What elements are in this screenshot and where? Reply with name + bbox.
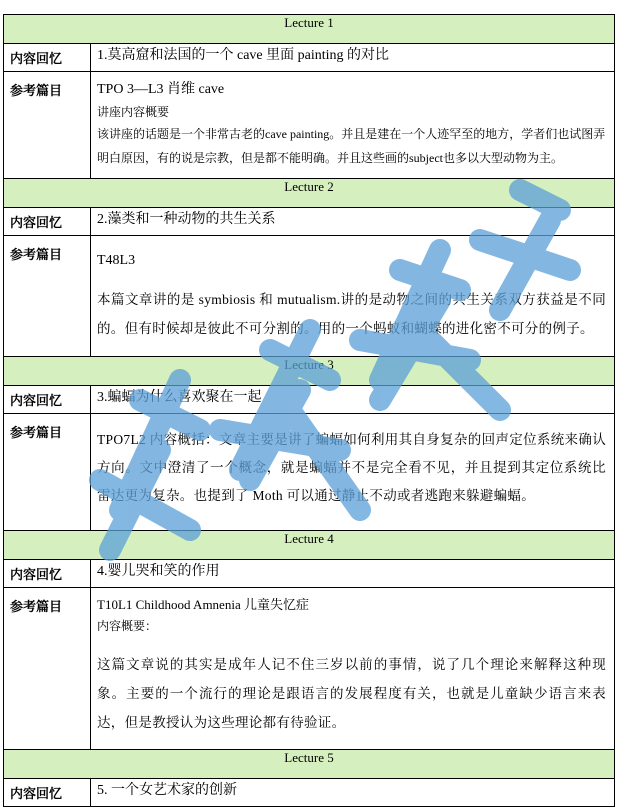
reference-title: TPO 3—L3 肖维 cave — [97, 82, 225, 97]
reference-cell — [91, 72, 615, 179]
reference-cell — [91, 414, 615, 531]
reference-title: T10L1 Childhood Amnenia 儿童失忆症 — [97, 597, 309, 612]
recall-value: 5. 一个女艺术家的创新 — [91, 779, 615, 807]
reference-body: 这篇文章说的其实是成年人记不住三岁以前的事情，说了几个理论来解释这种现象。主要的一个流行的理论是跟语言的发展程度有关，也就是儿童缺少语言来表达，但是教授认为这些理论都有待验证。 — [97, 657, 606, 730]
lecture-table — [3, 14, 615, 807]
recall-value: 2.藻类和一种动物的共生关系 — [91, 208, 615, 236]
lecture-header: Lecture 3 — [4, 357, 615, 386]
lecture-header: Lecture 4 — [4, 531, 615, 560]
recall-label: 内容回忆 — [4, 44, 91, 72]
reference-cell — [91, 588, 615, 750]
reference-cell — [91, 236, 615, 357]
recall-value: 4.婴儿哭和笑的作用 — [91, 560, 615, 588]
lecture-header: Lecture 5 — [4, 750, 615, 779]
recall-label: 内容回忆 — [4, 560, 91, 588]
reference-body: 本篇文章讲的是 symbiosis 和 mutualism.讲的是动物之间的共生关系双方获益是不同的。但有时候却是彼此不可分割的。用的一个蚂蚁和蝴蝶的进化密不可分的例子。 — [97, 292, 606, 336]
reference-body: 该讲座的话题是一个非常古老的cave painting。并且是建在一个人迹罕至的地方，学者们也试图弄明白原因，有的说是宗教，但是都不能明确。并且这些画的subject也多以大型动物为主。 — [97, 127, 606, 165]
recall-label: 内容回忆 — [4, 386, 91, 414]
reference-title: T48L3 — [97, 253, 136, 268]
recall-value: 1.莫高窟和法国的一个 cave 里面 painting 的对比 — [91, 44, 615, 72]
reference-label: 参考篇目 — [4, 414, 91, 531]
reference-label: 参考篇目 — [4, 236, 91, 357]
lecture-header: Lecture 1 — [4, 15, 615, 44]
lecture-header: Lecture 2 — [4, 179, 615, 208]
reference-label: 参考篇目 — [4, 72, 91, 179]
reference-subtitle: 内容概要： — [97, 619, 158, 633]
reference-label: 参考篇目 — [4, 588, 91, 750]
recall-value: 3.蝙蝠为什么喜欢聚在一起 — [91, 386, 615, 414]
recall-label: 内容回忆 — [4, 208, 91, 236]
recall-label: 内容回忆 — [4, 779, 91, 807]
reference-body: TPO7L2 内容概括：文章主要是讲了蝙蝠如何利用其自身复杂的回声定位系统来确认方向。文中澄清了一个概念，就是蝙蝠并不是完全看不见，并且提到其定位系统比雷达更为复杂。也提到了 Moth 可以通过静止不动或者逃跑来躲避蝙蝠。 — [97, 432, 606, 503]
reference-subtitle: 讲座内容概要 — [97, 105, 170, 119]
